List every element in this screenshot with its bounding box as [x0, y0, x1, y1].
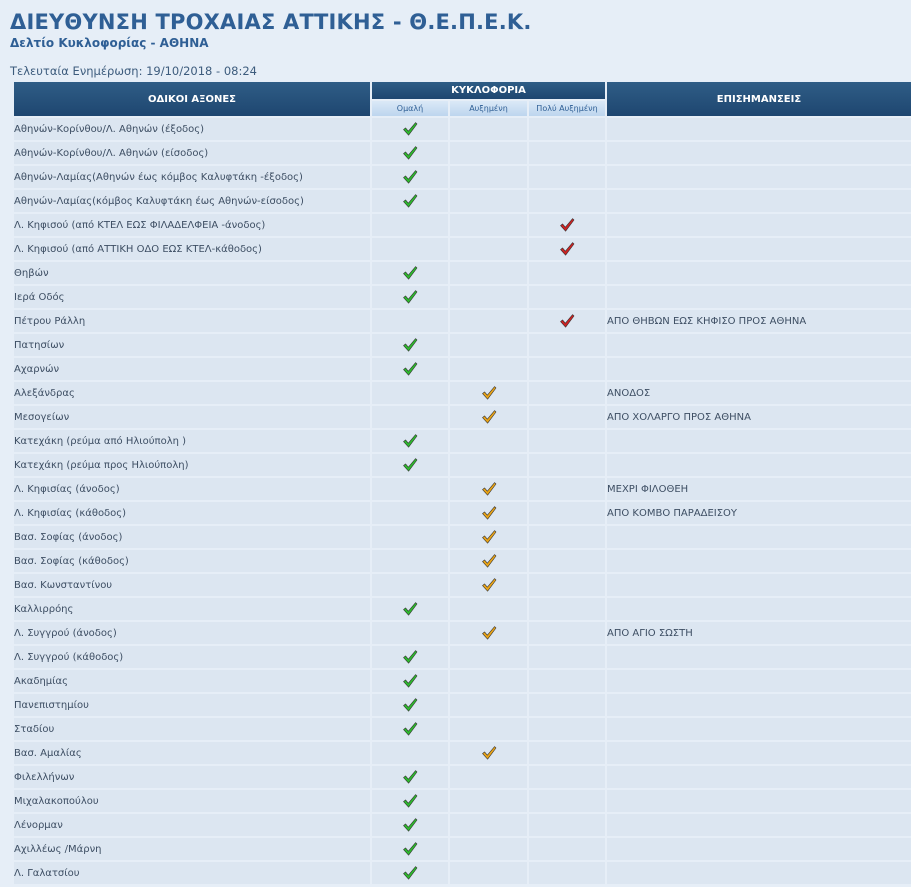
- notes-column-header: ΕΠΙΣΗΜΑΝΣΕΙΣ: [607, 82, 911, 116]
- status-cell-very-increased: [529, 358, 605, 380]
- table-row: [14, 502, 911, 524]
- status-cell-increased: [450, 310, 527, 332]
- status-cell-very-increased: [529, 142, 605, 164]
- status-cell-increased: [450, 190, 527, 212]
- status-cell-very-increased: [529, 790, 605, 812]
- table-row: [14, 454, 911, 476]
- road-note: [607, 574, 911, 596]
- road-name: Λ. Κηφισίας (κάθοδος): [14, 502, 370, 524]
- status-cell-increased: [450, 598, 527, 620]
- red-check-icon: [559, 241, 575, 257]
- road-note: ΑΝΟΔΟΣ: [607, 382, 911, 404]
- road-name: Βασ. Αμαλίας: [14, 742, 370, 764]
- status-cell-increased: [450, 862, 527, 884]
- road-name: Φιλελλήνων: [14, 766, 370, 788]
- status-cell-increased: [450, 694, 527, 716]
- page-header: [0, 0, 911, 78]
- green-check-icon: [402, 697, 418, 713]
- table-row: [14, 286, 911, 308]
- road-note: [607, 430, 911, 452]
- road-note: [607, 646, 911, 668]
- road-note: [607, 286, 911, 308]
- status-cell-normal: [372, 622, 448, 644]
- red-check-icon: [559, 217, 575, 233]
- green-check-icon: [402, 793, 418, 809]
- road-note: [607, 526, 911, 548]
- road-name: Μεσογείων: [14, 406, 370, 428]
- road-name: Βασ. Κωνσταντίνου: [14, 574, 370, 596]
- status-cell-very-increased: [529, 838, 605, 860]
- status-cell-very-increased: [529, 598, 605, 620]
- table-row: [14, 262, 911, 284]
- table-row: [14, 310, 911, 332]
- status-cell-normal: [372, 670, 448, 692]
- road-name: Ακαδημίας: [14, 670, 370, 692]
- road-note: ΜΕΧΡΙ ΦΙΛΟΘΕΗ: [607, 478, 911, 500]
- road-name: Πανεπιστημίου: [14, 694, 370, 716]
- green-check-icon: [402, 649, 418, 665]
- status-cell-normal: [372, 718, 448, 740]
- status-cell-very-increased: [529, 430, 605, 452]
- road-name: Βασ. Σοφίας (άνοδος): [14, 526, 370, 548]
- status-cell-normal: [372, 766, 448, 788]
- status-cell-very-increased: [529, 238, 605, 260]
- status-cell-normal: [372, 118, 448, 140]
- table-row: [14, 142, 911, 164]
- road-note: [607, 190, 911, 212]
- traffic-column-header: ΚΥΚΛΟΦΟΡΙΑ: [372, 82, 605, 99]
- table-row: [14, 766, 911, 788]
- status-cell-very-increased: [529, 190, 605, 212]
- status-cell-increased: [450, 574, 527, 596]
- status-cell-normal: [372, 286, 448, 308]
- status-cell-very-increased: [529, 454, 605, 476]
- status-normal-header: Ομαλή: [372, 101, 448, 116]
- status-cell-very-increased: [529, 742, 605, 764]
- green-check-icon: [402, 433, 418, 449]
- traffic-rows: [14, 118, 911, 884]
- status-cell-very-increased: [529, 646, 605, 668]
- status-cell-normal: [372, 550, 448, 572]
- green-check-icon: [402, 721, 418, 737]
- orange-check-icon: [481, 529, 497, 545]
- status-cell-normal: [372, 814, 448, 836]
- green-check-icon: [402, 673, 418, 689]
- status-cell-increased: [450, 814, 527, 836]
- status-cell-increased: [450, 358, 527, 380]
- status-cell-very-increased: [529, 406, 605, 428]
- green-check-icon: [402, 361, 418, 377]
- table-row: [14, 838, 911, 860]
- status-cell-normal: [372, 454, 448, 476]
- road-note: [607, 838, 911, 860]
- status-cell-very-increased: [529, 814, 605, 836]
- table-row: [14, 190, 911, 212]
- status-cell-increased: [450, 166, 527, 188]
- last-updated: Τελευταία Ενημέρωση: 19/10/2018 - 08:24: [10, 64, 257, 78]
- road-note: [607, 814, 911, 836]
- road-note: [607, 142, 911, 164]
- road-note: [607, 790, 911, 812]
- green-check-icon: [402, 457, 418, 473]
- road-note: [607, 766, 911, 788]
- orange-check-icon: [481, 505, 497, 521]
- status-cell-normal: [372, 382, 448, 404]
- status-cell-increased: [450, 406, 527, 428]
- table-row: [14, 238, 911, 260]
- page-subtitle: Δελτίο Κυκλοφορίας - ΑΘΗΝΑ: [10, 36, 209, 50]
- road-note: ΑΠΟ ΚΟΜΒΟ ΠΑΡΑΔΕΙΣΟΥ: [607, 502, 911, 524]
- status-cell-increased: [450, 286, 527, 308]
- status-cell-very-increased: [529, 310, 605, 332]
- status-cell-very-increased: [529, 214, 605, 236]
- green-check-icon: [402, 769, 418, 785]
- road-name: Ιερά Οδός: [14, 286, 370, 308]
- road-note: [607, 214, 911, 236]
- orange-check-icon: [481, 553, 497, 569]
- status-cell-very-increased: [529, 262, 605, 284]
- road-name: Καλλιρρόης: [14, 598, 370, 620]
- table-row: [14, 814, 911, 836]
- status-cell-normal: [372, 574, 448, 596]
- green-check-icon: [402, 289, 418, 305]
- road-note: [607, 454, 911, 476]
- table-row: [14, 526, 911, 548]
- status-cell-increased: [450, 334, 527, 356]
- status-cell-increased: [450, 526, 527, 548]
- green-check-icon: [402, 121, 418, 137]
- status-cell-normal: [372, 238, 448, 260]
- table-row: [14, 598, 911, 620]
- status-cell-very-increased: [529, 502, 605, 524]
- road-name: Μιχαλακοπούλου: [14, 790, 370, 812]
- green-check-icon: [402, 841, 418, 857]
- status-cell-very-increased: [529, 670, 605, 692]
- status-cell-normal: [372, 358, 448, 380]
- traffic-table: [12, 80, 911, 886]
- table-row: [14, 358, 911, 380]
- status-cell-increased: [450, 142, 527, 164]
- green-check-icon: [402, 601, 418, 617]
- status-cell-very-increased: [529, 622, 605, 644]
- status-cell-increased: [450, 766, 527, 788]
- status-cell-normal: [372, 262, 448, 284]
- road-name: Λένορμαν: [14, 814, 370, 836]
- status-cell-very-increased: [529, 478, 605, 500]
- status-cell-increased: [450, 742, 527, 764]
- status-cell-very-increased: [529, 166, 605, 188]
- road-name: Αθηνών-Λαμίας(κόμβος Καλυφτάκη έως Αθηνών-είσοδος): [14, 190, 370, 212]
- table-row: [14, 862, 911, 884]
- road-name: Λ. Γαλατσίου: [14, 862, 370, 884]
- road-name: Αθηνών-Κορίνθου/Λ. Αθηνών (έξοδος): [14, 118, 370, 140]
- status-cell-increased: [450, 382, 527, 404]
- road-note: [607, 166, 911, 188]
- orange-check-icon: [481, 745, 497, 761]
- orange-check-icon: [481, 481, 497, 497]
- green-check-icon: [402, 337, 418, 353]
- status-cell-very-increased: [529, 718, 605, 740]
- status-cell-normal: [372, 406, 448, 428]
- status-very-increased-header: Πολύ Αυξημένη: [529, 101, 605, 116]
- road-note: [607, 862, 911, 884]
- table-row: [14, 430, 911, 452]
- orange-check-icon: [481, 385, 497, 401]
- road-name: Λ. Κηφισού (από ΑΤΤΙΚΗ ΟΔΟ ΕΩΣ ΚΤΕΛ-κάθοδος): [14, 238, 370, 260]
- road-note: [607, 550, 911, 572]
- status-cell-normal: [372, 166, 448, 188]
- status-cell-very-increased: [529, 694, 605, 716]
- status-cell-very-increased: [529, 766, 605, 788]
- road-note: ΑΠΟ ΑΓΙΟ ΣΩΣΤΗ: [607, 622, 911, 644]
- status-cell-normal: [372, 598, 448, 620]
- status-cell-normal: [372, 526, 448, 548]
- status-cell-increased: [450, 214, 527, 236]
- status-cell-very-increased: [529, 550, 605, 572]
- table-row: [14, 382, 911, 404]
- road-name: Αθηνών-Λαμίας(Αθηνών έως κόμβος Καλυφτάκη -έξοδος): [14, 166, 370, 188]
- status-cell-normal: [372, 502, 448, 524]
- table-row: [14, 670, 911, 692]
- status-cell-normal: [372, 790, 448, 812]
- road-note: [607, 118, 911, 140]
- status-cell-very-increased: [529, 574, 605, 596]
- table-row: [14, 718, 911, 740]
- road-note: [607, 598, 911, 620]
- status-cell-normal: [372, 694, 448, 716]
- table-row: [14, 622, 911, 644]
- table-row: [14, 334, 911, 356]
- status-cell-very-increased: [529, 334, 605, 356]
- status-cell-very-increased: [529, 526, 605, 548]
- road-name: Πατησίων: [14, 334, 370, 356]
- roads-column-header: ΟΔΙΚΟΙ ΑΞΟΝΕΣ: [14, 82, 370, 116]
- green-check-icon: [402, 865, 418, 881]
- road-note: [607, 742, 911, 764]
- road-name: Θηβών: [14, 262, 370, 284]
- road-name: Κατεχάκη (ρεύμα προς Ηλιούπολη): [14, 454, 370, 476]
- road-name: Αθηνών-Κορίνθου/Λ. Αθηνών (είσοδος): [14, 142, 370, 164]
- status-cell-normal: [372, 142, 448, 164]
- table-row: [14, 166, 911, 188]
- road-name: Λ. Κηφισού (από ΚΤΕΛ ΕΩΣ ΦΙΛΑΔΕΛΦΕΙΑ -άνοδος): [14, 214, 370, 236]
- road-name: Κατεχάκη (ρεύμα από Ηλιούπολη ): [14, 430, 370, 452]
- table-row: [14, 790, 911, 812]
- table-row: [14, 742, 911, 764]
- road-name: Λ. Κηφισίας (άνοδος): [14, 478, 370, 500]
- status-cell-normal: [372, 646, 448, 668]
- table-row: [14, 406, 911, 428]
- road-name: Αχαρνών: [14, 358, 370, 380]
- table-row: [14, 694, 911, 716]
- road-note: [607, 334, 911, 356]
- road-note: [607, 718, 911, 740]
- green-check-icon: [402, 817, 418, 833]
- road-name: Βασ. Σοφίας (κάθοδος): [14, 550, 370, 572]
- status-cell-normal: [372, 310, 448, 332]
- green-check-icon: [402, 265, 418, 281]
- road-note: ΑΠΟ ΧΟΛΑΡΓΟ ΠΡΟΣ ΑΘΗΝΑ: [607, 406, 911, 428]
- status-cell-normal: [372, 742, 448, 764]
- status-cell-increased: [450, 838, 527, 860]
- table-row: [14, 118, 911, 140]
- page-title: ΔΙΕΥΘΥΝΣΗ ΤΡΟΧΑΙΑΣ ΑΤΤΙΚΗΣ - Θ.Ε.Π.Ε.Κ.: [10, 10, 532, 34]
- status-cell-increased: [450, 430, 527, 452]
- status-cell-very-increased: [529, 286, 605, 308]
- green-check-icon: [402, 145, 418, 161]
- status-cell-increased: [450, 670, 527, 692]
- orange-check-icon: [481, 577, 497, 593]
- status-cell-increased: [450, 622, 527, 644]
- road-name: Πέτρου Ράλλη: [14, 310, 370, 332]
- red-check-icon: [559, 313, 575, 329]
- road-note: [607, 238, 911, 260]
- status-cell-normal: [372, 478, 448, 500]
- orange-check-icon: [481, 409, 497, 425]
- status-cell-increased: [450, 454, 527, 476]
- status-cell-normal: [372, 190, 448, 212]
- status-increased-header: Αυξημένη: [450, 101, 527, 116]
- orange-check-icon: [481, 625, 497, 641]
- status-cell-normal: [372, 214, 448, 236]
- road-name: Λ. Συγγρού (άνοδος): [14, 622, 370, 644]
- road-note: [607, 262, 911, 284]
- road-note: [607, 358, 911, 380]
- status-cell-normal: [372, 430, 448, 452]
- road-name: Αχιλλέως /Μάρνη: [14, 838, 370, 860]
- green-check-icon: [402, 169, 418, 185]
- status-cell-increased: [450, 478, 527, 500]
- status-cell-increased: [450, 790, 527, 812]
- road-note: [607, 694, 911, 716]
- status-cell-increased: [450, 502, 527, 524]
- status-cell-very-increased: [529, 382, 605, 404]
- table-row: [14, 646, 911, 668]
- road-name: Λ. Συγγρού (κάθοδος): [14, 646, 370, 668]
- status-cell-increased: [450, 262, 527, 284]
- table-row: [14, 574, 911, 596]
- road-name: Σταδίου: [14, 718, 370, 740]
- status-cell-increased: [450, 718, 527, 740]
- status-cell-normal: [372, 838, 448, 860]
- status-cell-normal: [372, 334, 448, 356]
- status-cell-increased: [450, 550, 527, 572]
- status-cell-increased: [450, 646, 527, 668]
- road-note: [607, 670, 911, 692]
- green-check-icon: [402, 193, 418, 209]
- status-cell-very-increased: [529, 862, 605, 884]
- table-row: [14, 478, 911, 500]
- status-cell-normal: [372, 862, 448, 884]
- status-cell-increased: [450, 118, 527, 140]
- status-cell-very-increased: [529, 118, 605, 140]
- status-cell-increased: [450, 238, 527, 260]
- table-row: [14, 550, 911, 572]
- table-row: [14, 214, 911, 236]
- road-note: ΑΠΟ ΘΗΒΩΝ ΕΩΣ ΚΗΦΙΣΟ ΠΡΟΣ ΑΘΗΝΑ: [607, 310, 911, 332]
- road-name: Αλεξάνδρας: [14, 382, 370, 404]
